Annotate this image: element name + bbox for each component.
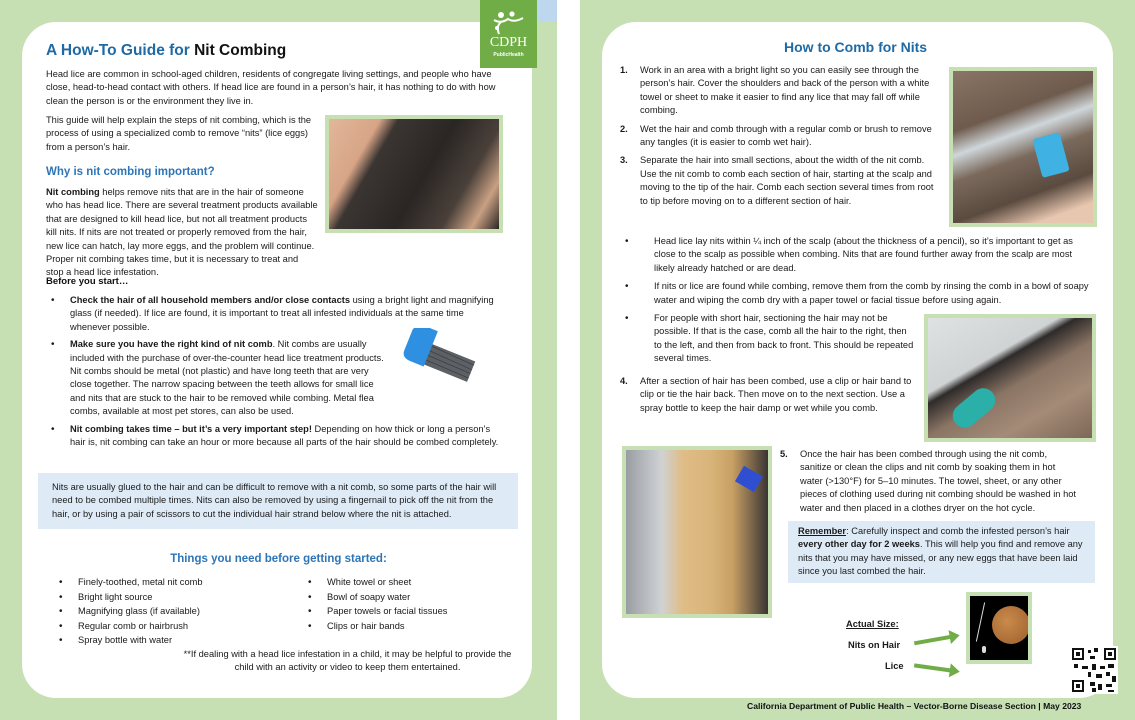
photo-short-hair-combing — [924, 314, 1096, 442]
remember-note — [788, 521, 1095, 583]
lice-label: Lice — [885, 661, 904, 671]
hair-clip-shape — [735, 466, 763, 493]
step-text: Work in an area with a bright light so you can easily see through the person’s hair. Cover the shoulders and back of the person with a white towel or sheet to make it easier to find any lice that may fall off while combing. — [640, 65, 930, 116]
before-item-text: . Nit combs are usually included with the purchase of over-the-counter head lice treatment products. Nit combs should be metal (not plastic) and have long teeth that are very close together. The narrow spacing between the teeth allows for small lice and nits that are stuck to the hair to be removed while combing. Metal flea combs, available at most pet stores, can also be used. — [70, 339, 384, 417]
things-item: • Paper towels or facial tissues — [303, 605, 523, 618]
page-gutter — [557, 0, 580, 720]
things-list-col2 — [303, 576, 523, 634]
title-topic: Nit Combing — [194, 42, 287, 59]
why-paragraph — [46, 186, 486, 280]
remember-bold: every other day for 2 weeks — [798, 539, 920, 550]
sub-bullet: • If nits or lice are found while combing, remove them from the comb by rinsing the comb in a bowl of soapy water and wiping the comb dry with a paper towel or facial tissue before using again. — [620, 280, 1095, 307]
things-item: • Bright light source — [54, 591, 284, 604]
why-bold-term: Nit combing — [46, 187, 100, 197]
step-text: After a section of hair has been combed, use a clip or hair band to clip or tie the hair back. Then move on to the next section. Use a spray bottle to keep the hair damp or wet while you comb. — [640, 376, 912, 413]
before-item-bold: Nit combing takes time – but it’s a very important step! — [70, 423, 312, 434]
step-item — [620, 375, 920, 415]
step-item — [620, 123, 942, 150]
step-number: 1. — [620, 65, 628, 75]
cdph-logo — [480, 0, 537, 68]
blue-comb-shape — [1032, 132, 1069, 178]
how-to-title: How to Comb for Nits — [784, 39, 928, 55]
page-title — [46, 42, 286, 60]
why-text: helps remove nits that are in the hair of someone who has head lice. There are several treatment products available that are designed to kill head lice, but not all treatment products kill nits. If nits are not treated or properly removed from the hair, new lice can hatch, lay more eggs, and the problem will continue. Proper nit combing takes time, but it is necessary to treat and stop a head lice infestation. — [46, 187, 318, 278]
step-text: Once the hair has been combed through using the nit comb, sanitize or clean the clips and nit comb by soaking them in hot water (>130°F) for 5–10 minutes. The towel, sheet, or any other pieces of clothing used during nit combing should be washed in hot water and then placed in a clothes dryer on the hot cycle. — [800, 449, 1076, 513]
teal-comb-shape — [948, 383, 1000, 432]
remember-text: : Carefully inspect and comb the infested person’s hair — [846, 526, 1070, 536]
things-item: • Clips or hair bands — [303, 620, 523, 633]
step-item — [620, 64, 942, 118]
cdph-logo-icon — [492, 10, 526, 36]
step4 — [620, 375, 920, 415]
step-number: 2. — [620, 123, 628, 134]
nits-on-hair-label: Nits on Hair — [848, 640, 901, 650]
step-text: Wet the hair and comb through with a regular comb or brush to remove any tangles (it is easier to comb wet hair). — [640, 123, 932, 148]
remember-text-end: . This will help you find and remove any nits that you may have missed, or any new eggs that have been laid since you last combed the hair. — [798, 539, 1083, 577]
sub-bullet: • Head lice lay nits within ¼ inch of the scalp (about the thickness of a pencil), so it’s important to get as close to the scalp as possible when combing. Nits that are found further away from the scalp are most likely already hatched or are dead. — [620, 235, 1095, 275]
why-heading: Why is nit combing important? — [46, 166, 215, 178]
remember-label: Remember — [798, 526, 847, 536]
before-heading: Before you start… — [46, 276, 129, 287]
before-item-text: using a bright light and magnifying glass (if needed). If lice are found, it is important to treat all infested individuals at the same time whenever possible. — [70, 295, 494, 332]
step5 — [780, 448, 1080, 515]
things-item: • Finely-toothed, metal nit comb — [54, 576, 284, 589]
actual-size-text: Actual Size — [846, 619, 896, 629]
things-item: • Bowl of soapy water — [303, 591, 523, 604]
photo-combing-wet-hair — [949, 67, 1097, 227]
step-item — [620, 154, 942, 208]
photo-nit-comb — [400, 328, 482, 388]
things-item: • Spray bottle with water — [54, 634, 284, 647]
logo-text: CDPH — [489, 35, 528, 50]
photo-clipped-blonde-hair — [622, 446, 772, 618]
things-list-col1 — [54, 576, 284, 649]
before-item-bold: Make sure you have the right kind of nit comb — [70, 339, 273, 350]
page-footer: California Department of Public Health – Vector-Borne Disease Section | May 2023 — [747, 701, 1082, 711]
things-item: • Regular comb or hairbrush — [54, 620, 284, 633]
logo-accent-block — [537, 0, 557, 22]
step-item — [780, 448, 1080, 515]
penny-shape — [992, 606, 1030, 644]
photo-actual-size-penny — [966, 592, 1032, 664]
left-page — [0, 0, 557, 720]
sub-bullet: • For people with short hair, sectioning the hair may not be possible. If that is the case, comb all the hair to the right, then to the left, and then from back to front. This should be repeated several times. — [620, 312, 1095, 366]
qr-code[interactable] — [1070, 646, 1118, 694]
child-tip-note: **If dealing with a head lice infestation in a child, it may be helpful to provide the child with an activity or video to keep them entertained. — [183, 649, 512, 673]
louse-shape — [982, 646, 986, 653]
logo-subtitle: PublicHealth — [493, 52, 524, 58]
hair-strand-shape — [976, 602, 985, 641]
step-text: Separate the hair into small sections, about the width of the nit comb. Use the nit comb to comb each section of hair, starting at the scalp and moving to the tip of the hair. Comb each section several times from root to tip before moving on to a different section of hair. — [640, 155, 934, 206]
right-page — [580, 0, 1135, 720]
intro-guide-paragraph: This guide will help explain the steps of nit combing, which is the process of using a specialized comb to remove “nits” (lice eggs) from a person’s hair. — [46, 115, 312, 152]
before-item-bold: Check the hair of all household members and/or close contacts — [70, 295, 351, 305]
things-heading: Things you need before getting started: — [170, 553, 387, 565]
step-number: 3. — [620, 155, 628, 166]
step-number: 5. — [780, 449, 788, 459]
nits-removal-note: Nits are usually glued to the hair and can be difficult to remove with a nit comb, so some parts of the hair will need to be combed multiple times. Nits can also be removed by using a fingernail to pick off the nit from the hair, or by using a pair of scissors to cut the individual hair strand below where the nit is attached. — [38, 473, 518, 529]
before-item — [46, 423, 506, 450]
things-item: • White towel or sheet — [303, 576, 523, 589]
actual-size-label: Actual Size: — [846, 619, 899, 629]
intro-paragraph: Head lice are common in school-aged children, residents of congregate living settings, and people who have close, head-to-head contact with others. If head lice are found in a person’s hair, it has nothing to do with how clean the person is or the environment they live in. — [46, 69, 496, 106]
step-number: 4. — [620, 376, 628, 386]
things-item: • Magnifying glass (if available) — [54, 605, 284, 618]
steps-list — [620, 64, 942, 208]
before-item-text: Depending on how thick or long a person’s hair is, nit combing can take an hour or more because all parts of the hair should be combed completely. — [70, 423, 499, 448]
title-prefix: A How-To Guide for — [46, 42, 195, 59]
